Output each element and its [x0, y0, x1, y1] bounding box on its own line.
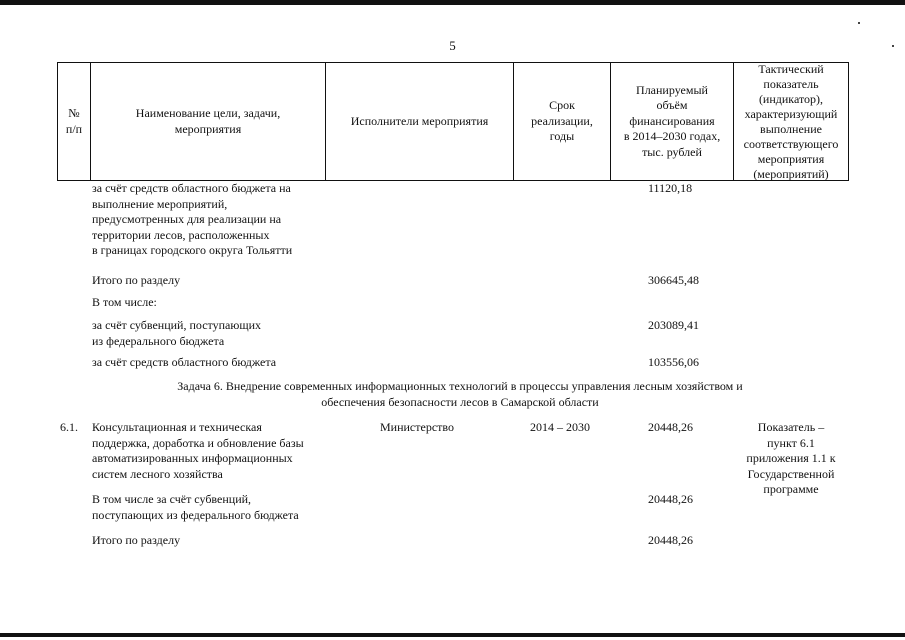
row-name: В том числе: — [92, 295, 157, 309]
item-name: Консультационная и техническая поддержка, доработка и обновление базы автоматизированных информационных систем лесного хозяйства — [92, 420, 304, 481]
header-indicator: Тактический показатель (индикатор), характеризующий выполнение соответствующего мероприятия (мероприятий) — [743, 61, 839, 181]
row-name: Итого по разделу — [92, 273, 181, 287]
header-executors: Исполнители мероприятия — [350, 113, 489, 128]
row-funding: 306645,48 — [648, 273, 699, 287]
page-number: 5 — [449, 38, 456, 53]
header-name: Наименование цели, задачи, мероприятия — [135, 105, 281, 136]
scan-bottom-border — [0, 633, 905, 637]
item-funding: 20448,26 — [648, 420, 693, 434]
row-funding: 11120,18 — [648, 181, 693, 195]
row-funding: 20448,26 — [648, 492, 693, 506]
item-period: 2014 – 2030 — [530, 420, 590, 434]
item-number: 6.1. — [60, 420, 78, 434]
header-number: № п/п — [65, 105, 83, 136]
row-name: В том числе за счёт субвенций, поступающих из федерального бюджета — [92, 492, 299, 522]
row-funding: 20448,26 — [648, 533, 693, 547]
header-period: Срок реализации, годы — [531, 98, 593, 144]
column-rule — [848, 62, 849, 181]
row-name: Итого по разделу — [92, 533, 181, 547]
row-funding: 203089,41 — [648, 318, 699, 332]
scan-top-border — [0, 0, 905, 5]
row-name: за счёт средств областного бюджета на выполнение мероприятий, предусмотренных для реализации на территории лесов, расположенных в границах городского округа Тольятти — [92, 181, 293, 258]
row-name: за счёт субвенций, поступающих из федерального бюджета — [92, 318, 261, 348]
item-indicator: Показатель – пункт 6.1 приложения 1.1 к Государственной программе — [746, 420, 836, 497]
row-funding: 103556,06 — [648, 355, 699, 369]
header-funding: Планируемый объём финансирования в 2014–2030 годах, тыс. рублей — [623, 82, 721, 159]
row-name: за счёт средств областного бюджета — [92, 355, 277, 369]
task-heading: Задача 6. Внедрение современных информационных технологий в процессы управления лесным хозяйством и обеспечения безопасности лесов в Самарской области — [177, 379, 743, 409]
scan-speck — [858, 22, 860, 24]
item-executor: Министерство — [380, 420, 454, 434]
